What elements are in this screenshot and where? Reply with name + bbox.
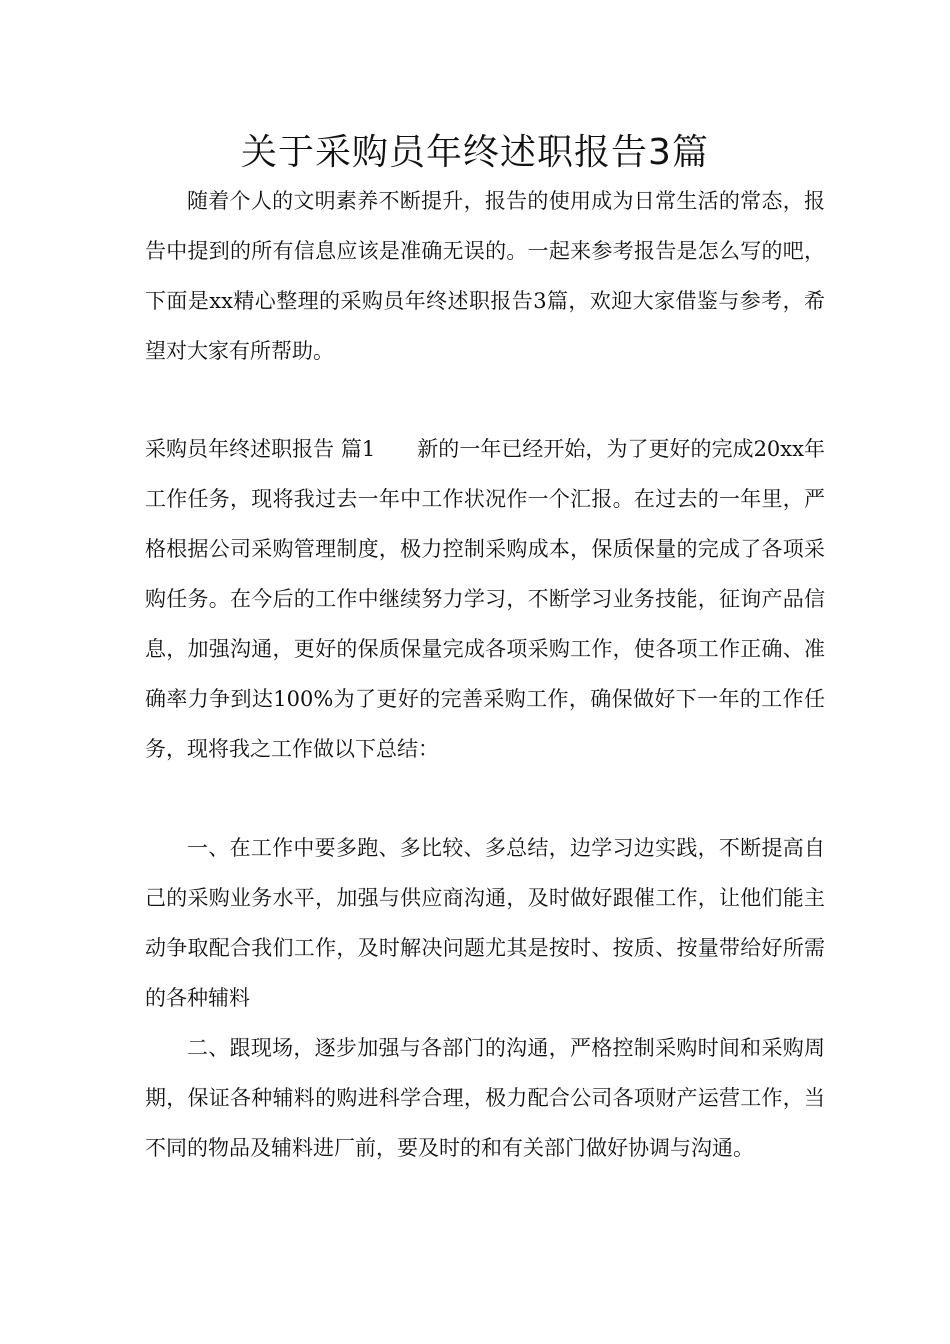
item-2-paragraph: 二、跟现场，逐步加强与各部门的沟通，严格控制采购时间和采购周期，保证各种辅料的购进科学合理，极力配合公司各项财产运营工作，当不同的物品及辅料进厂前，要及时的和有关部门做好协调与沟通。 — [145, 1036, 825, 1160]
intro-paragraph: 随着个人的文明素养不断提升，报告的使用成为日常生活的常态，报告中提到的所有信息应该是准确无误的。一起来参考报告是怎么写的吧，下面是xx精心整理的采购员年终述职报告3篇，欢迎大家借鉴与参考，希望对大家有所帮助。 — [145, 189, 825, 363]
document-title: 关于采购员年终述职报告3篇 — [241, 132, 709, 173]
section-1-paragraph: 采购员年终述职报告 篇1 新的一年已经开始，为了更好的完成20xx年工作任务，现将我过去一年中工作状况作一个汇报。在过去的一年里，严格根据公司采购管理制度，极力控制采购成本，保质保量的完成了各项采购任务。在今后的工作中继续努力学习，不断学习业务技能，征询产品信息，加强沟通，更好的保质保量完成各项采购工作，使各项工作正确、准确率力争到达100%为了更好的完善采购工作，确保做好下一年的工作任务，现将我之工作做以下总结： — [145, 437, 825, 761]
item-1-paragraph: 一、在工作中要多跑、多比较、多总结，边学习边实践，不断提高自己的采购业务水平，加强与供应商沟通，及时做好跟催工作，让他们能主动争取配合我们工作，及时解决问题尤其是按时、按质、按量带给好所需的各种辅料 — [145, 836, 825, 1010]
